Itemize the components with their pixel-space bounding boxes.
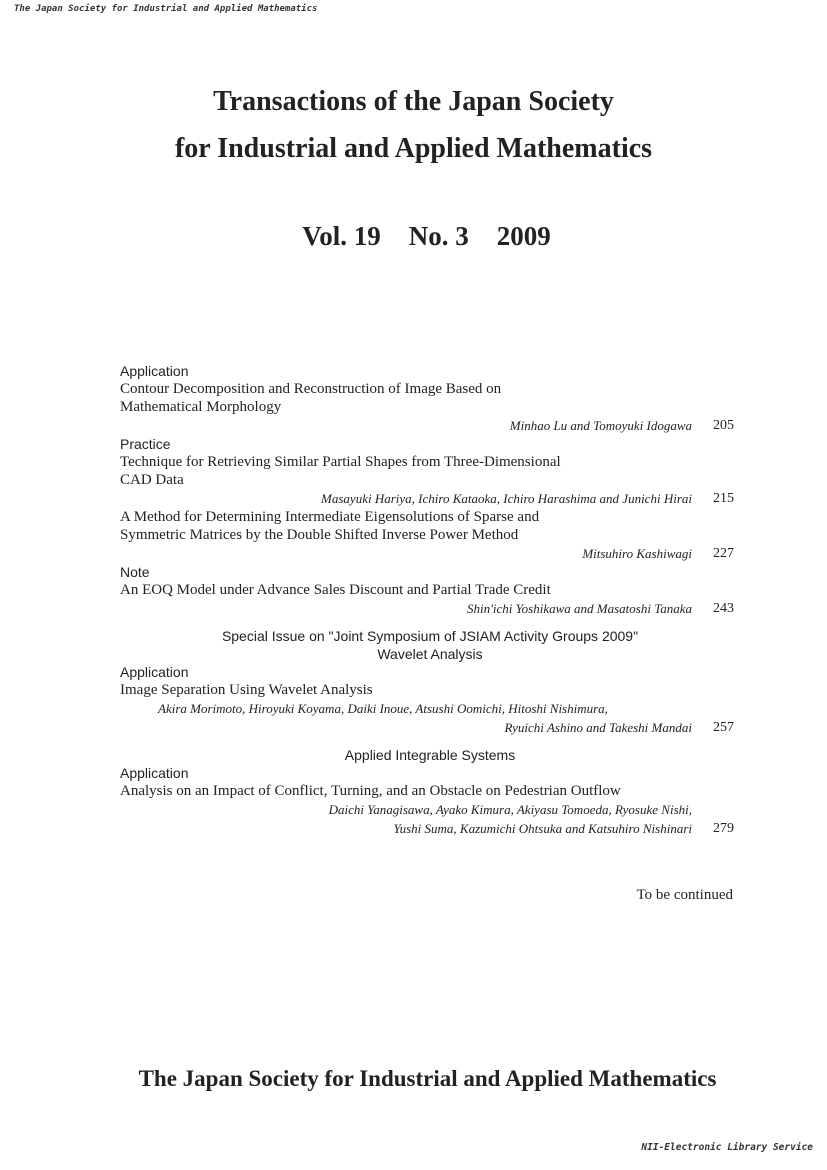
issue-number: No. 3 xyxy=(408,221,469,251)
article-title[interactable]: Contour Decomposition and Reconstruction of Image Based on xyxy=(120,381,502,397)
society-name: The Japan Society for Industrial and Applied Mathematics xyxy=(138,1066,717,1091)
toc-entry xyxy=(120,764,740,838)
section-label: Application xyxy=(120,765,189,781)
article-authors: Masayuki Hariya, Ichiro Kataoka, Ichiro Harashima and Junichi Hirai xyxy=(321,491,692,506)
page-number: 215 xyxy=(713,491,734,506)
journal-title-line1: Transactions of the Japan Society xyxy=(213,86,614,117)
toc-entry xyxy=(120,362,740,435)
toc-entry xyxy=(120,563,740,618)
page-number: 257 xyxy=(713,720,734,735)
article-authors: Daichi Yanagisawa, Ayako Kimura, Akiyasu Tomoeda, Ryosuke Nishi, xyxy=(328,802,692,817)
section-label: Practice xyxy=(120,436,171,452)
group-heading: Applied Integrable Systems xyxy=(344,747,516,763)
article-title[interactable]: CAD Data xyxy=(120,472,184,488)
footer-note: NII-Electronic Library Service xyxy=(641,1142,813,1153)
article-authors: Shin'ichi Yoshikawa and Masatoshi Tanaka xyxy=(466,601,692,616)
toc-entry xyxy=(120,508,740,563)
article-title[interactable]: Image Separation Using Wavelet Analysis xyxy=(120,682,373,698)
toc-entry xyxy=(120,435,740,508)
article-title[interactable]: Mathematical Morphology xyxy=(120,399,282,415)
toc-entry xyxy=(120,663,740,737)
article-authors: Ryuichi Ashino and Takeshi Mandai xyxy=(504,720,692,735)
article-title[interactable]: An EOQ Model under Advance Sales Discount and Partial Trade Credit xyxy=(120,582,551,598)
section-label: Application xyxy=(120,363,189,379)
article-authors: Yushi Suma, Kazumichi Ohtsuka and Katsuhiro Nishinari xyxy=(393,821,692,836)
volume: Vol. 19 xyxy=(302,221,381,251)
to-be-continued: To be continued xyxy=(636,887,733,903)
article-title[interactable]: Technique for Retrieving Similar Partial Shapes from Three-Dimensional xyxy=(120,454,561,470)
group-heading: Wavelet Analysis xyxy=(377,646,483,662)
header-note: The Japan Society for Industrial and Applied Mathematics xyxy=(14,4,318,14)
section-label: Note xyxy=(120,564,150,580)
article-title[interactable]: A Method for Determining Intermediate Eigensolutions of Sparse and xyxy=(120,509,540,525)
issue-year: 2009 xyxy=(496,221,551,251)
issue-line xyxy=(0,221,827,252)
table-of-contents xyxy=(120,362,740,838)
page-number: 205 xyxy=(713,418,734,433)
article-authors: Mitsuhiro Kashiwagi xyxy=(582,546,692,561)
page-number: 227 xyxy=(713,546,734,561)
page-number: 279 xyxy=(713,821,734,836)
article-title[interactable]: Analysis on an Impact of Conflict, Turning, and an Obstacle on Pedestrian Outflow xyxy=(120,783,621,799)
journal-title-line2: for Industrial and Applied Mathematics xyxy=(174,133,653,164)
special-issue-heading: Special Issue on "Joint Symposium of JSIAM Activity Groups 2009" xyxy=(221,628,639,644)
section-label: Application xyxy=(120,664,189,680)
article-title[interactable]: Symmetric Matrices by the Double Shifted Inverse Power Method xyxy=(120,527,519,543)
page-number: 243 xyxy=(713,601,734,616)
article-authors: Akira Morimoto, Hiroyuki Koyama, Daiki Inoue, Atsushi Oomichi, Hitoshi Nishimura, xyxy=(158,701,608,716)
article-authors: Minhao Lu and Tomoyuki Idogawa xyxy=(509,418,692,433)
